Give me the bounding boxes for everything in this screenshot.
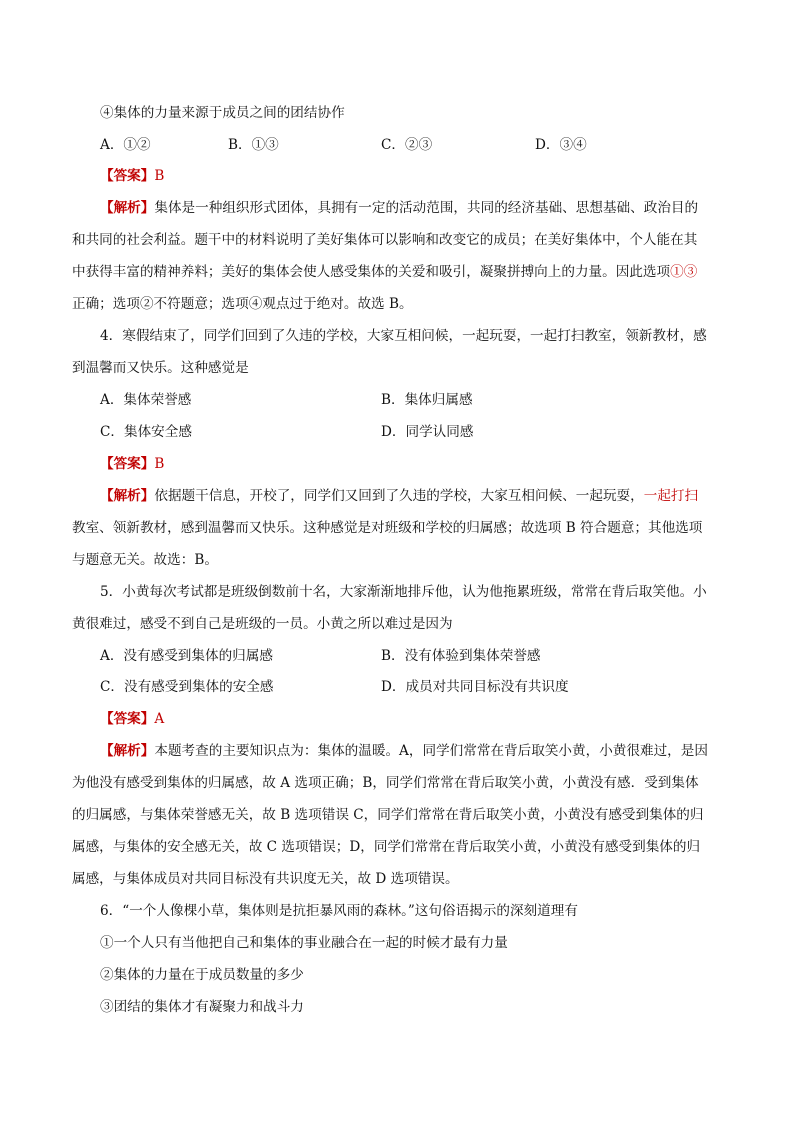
q5-option-a: A．没有感受到集体的归属感	[100, 648, 273, 664]
q5-analysis-line-5: 属感，与集体成员对共同目标没有共识度无关，故 D 选项错误。	[72, 871, 459, 887]
q5-option-d: D．成员对共同目标没有共识度	[381, 679, 569, 695]
q3-analysis-line-3	[72, 262, 722, 282]
q3-analysis-line-2: 和共同的社会利益。题干中的材料说明了美好集体可以影响和改变它的成员；在美好集体中，个人能在其	[72, 232, 698, 248]
analysis-label: 【解析】	[100, 488, 155, 504]
q4-answer	[100, 454, 750, 474]
q4-stem-line-1: 4．寒假结束了，同学们回到了久违的学校，大家互相问候，一起玩耍，一起打扫教室，领新教材，感	[100, 328, 707, 344]
highlighted-text: 一起打扫	[643, 488, 699, 504]
analysis-label: 【解析】	[100, 200, 155, 216]
q6-statement-3: ③团结的集体才有凝聚力和战斗力	[100, 999, 304, 1015]
q4-analysis-line-3: 与题意无关。故选：B。	[72, 552, 218, 568]
q6-statement-1: ①一个人只有当他把自己和集体的事业融合在一起的时候才最有力量	[100, 935, 508, 951]
analysis-text: 集体是一种组织形式团体，具拥有一定的活动范围，共同的经济基础、思想基础、政治目的	[154, 200, 699, 216]
answer-label: 【答案】	[100, 456, 155, 472]
option-statement-4: ④集体的力量来源于成员之间的团结协作	[100, 105, 345, 121]
q5-option-c: C．没有感受到集体的安全感	[100, 679, 274, 695]
analysis-text: 依据题干信息，开校了，同学们又回到了久违的学校，大家互相问候、一起玩耍，	[154, 488, 644, 504]
answer-value: A	[154, 711, 165, 727]
answer-label: 【答案】	[100, 168, 155, 184]
q5-stem-line-2: 黄很难过，感受不到自己是班级的一员。小黄之所以难过是因为	[72, 616, 453, 632]
analysis-text: 中获得丰富的精神养料；美好的集体会使人感受集体的关爱和吸引，凝聚拼搏向上的力量。因此选项	[72, 264, 671, 280]
q4-analysis-line-2: 教室、领新教材，感到温馨而又快乐。这种感觉是对班级和学校的归属感；故选项 B 符合题意；其他选项	[72, 520, 703, 536]
q5-option-b: B．没有体验到集体荣誉感	[381, 648, 541, 664]
answer-label: 【答案】	[100, 711, 155, 727]
q3-answer	[100, 166, 750, 186]
q5-stem-line-1: 5．小黄每次考试都是班级倒数前十名，大家渐渐地排斥他，认为他拖累班级，常常在背后取笑他。小	[100, 584, 707, 600]
answer-value: B	[154, 456, 165, 472]
q5-answer	[100, 709, 750, 729]
q4-option-a: A．集体荣誉感	[100, 392, 192, 408]
q5-analysis-line-2: 为他没有感受到集体的归属感，故 A 选项正确；B，同学们常常在背后取笑小黄，小黄没有感．受到集体	[72, 775, 699, 791]
q6-statement-2: ②集体的力量在于成员数量的多少	[100, 967, 304, 983]
q5-analysis-line-4: 属感，与集体的安全感无关，故 C 选项错误；D，同学们常常在背后取笑小黄，小黄没有感受到集体的归	[72, 839, 701, 855]
q4-analysis-line-1	[100, 486, 750, 506]
q3-analysis-line-4: 正确；选项②不符题意；选项④观点过于绝对。故选 B。	[72, 296, 413, 312]
q6-stem: 6．“一个人像棵小草，集体则是抗拒暴风雨的森林。”这句俗语揭示的深刻道理有	[100, 903, 578, 919]
highlighted-option: ①③	[670, 264, 698, 280]
q4-option-c: C．集体安全感	[100, 424, 192, 440]
analysis-text: 本题考查的主要知识点为：集体的温暖。A，同学们常常在背后取笑小黄，小黄很难过，是因	[154, 743, 708, 759]
q3-option-b: B．①③	[228, 137, 279, 153]
q4-option-d: D．同学认同感	[381, 424, 474, 440]
q4-stem-line-2: 到温馨而又快乐。这种感觉是	[72, 360, 249, 376]
q3-option-a: A．①②	[100, 137, 151, 153]
answer-value: B	[154, 168, 165, 184]
q5-analysis-line-3: 的归属感，与集体荣誉感无关，故 B 选项错误 C，同学们常常在背后取笑小黄，小黄没有感受到集体的归	[72, 807, 704, 823]
q3-option-d: D．③④	[535, 137, 587, 153]
q3-option-c: C．②③	[381, 137, 433, 153]
q3-analysis-line-1	[100, 198, 750, 218]
q5-analysis-line-1	[100, 741, 750, 761]
q4-option-b: B．集体归属感	[381, 392, 473, 408]
analysis-label: 【解析】	[100, 743, 155, 759]
